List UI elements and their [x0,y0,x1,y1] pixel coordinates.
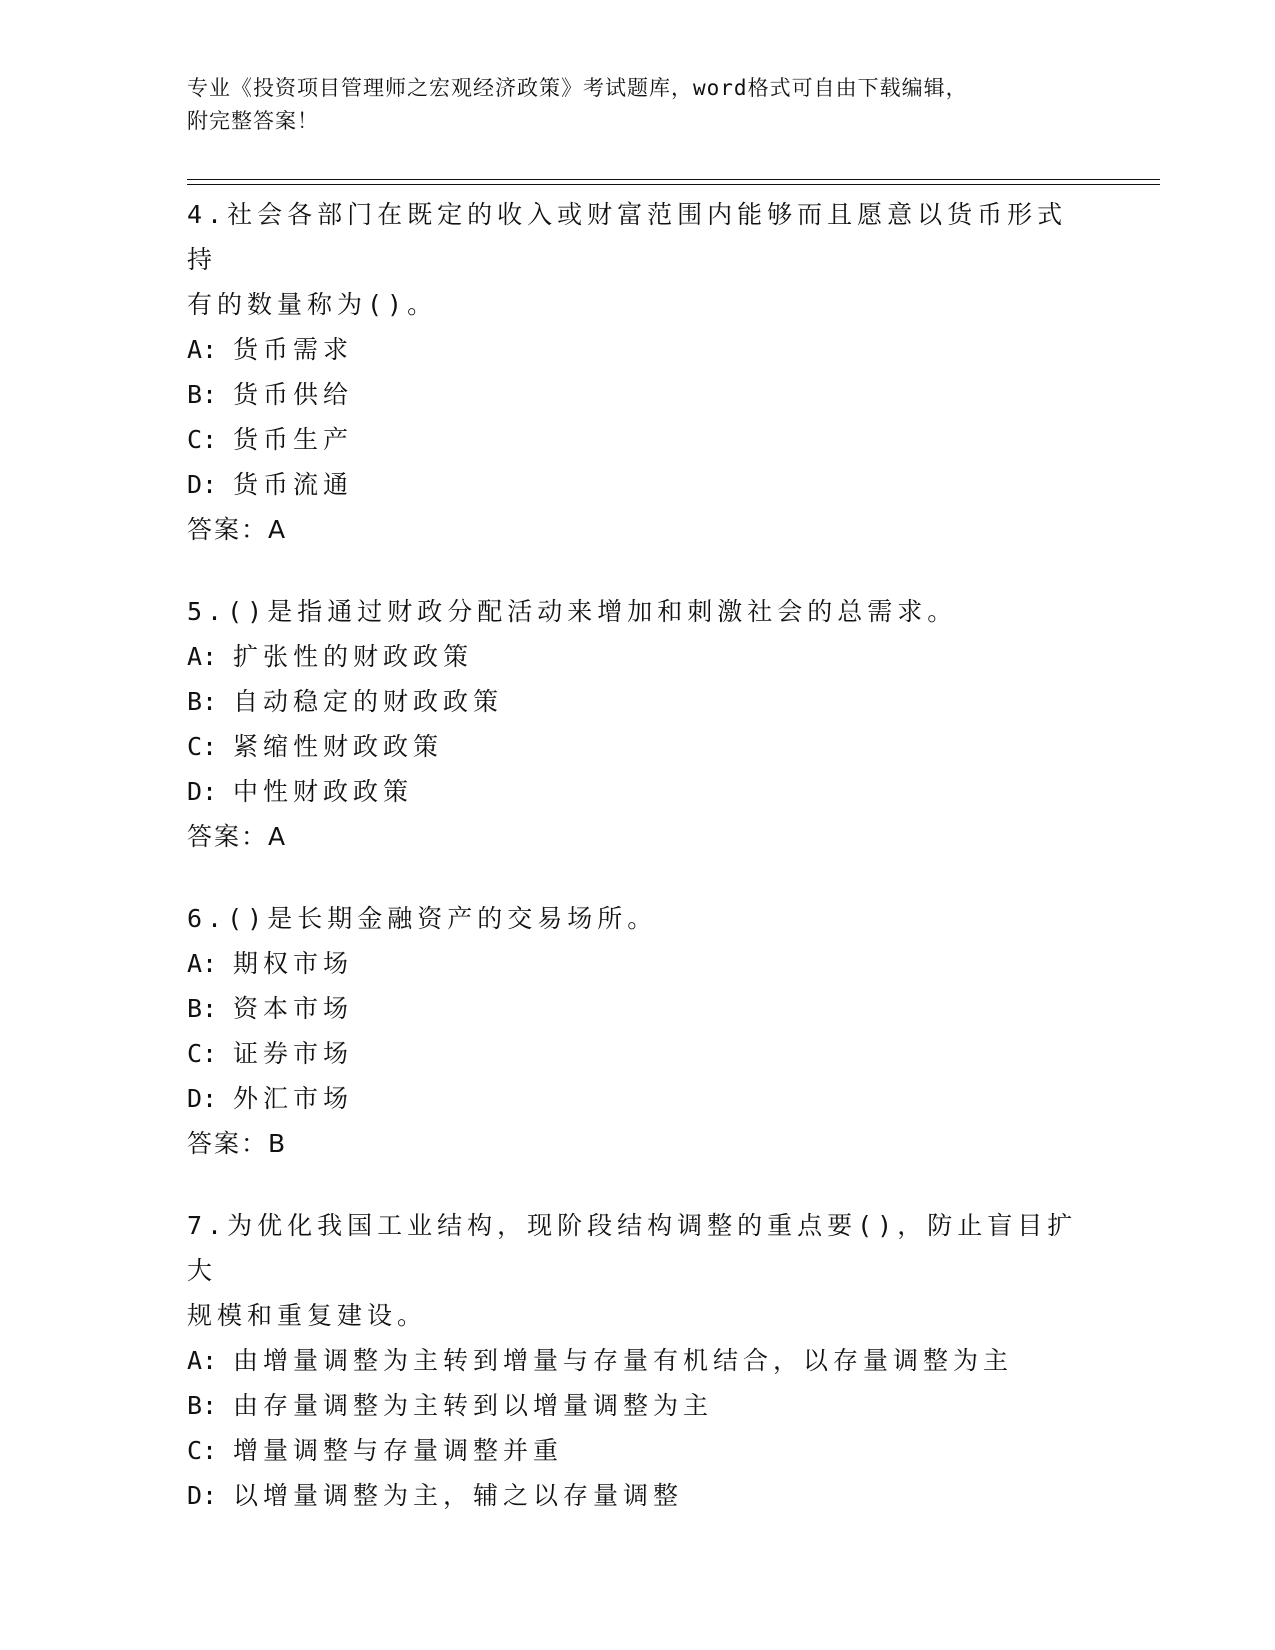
option-text: 资本市场 [233,994,354,1023]
option-a [187,327,1087,372]
option-b [187,986,1087,1031]
option-b [187,372,1087,417]
option-text: 货币需求 [233,335,354,364]
option-text: 紧缩性财政政策 [233,732,444,761]
option-text: 货币供给 [233,380,354,409]
option-letter: D: [187,777,218,806]
answer-line: 答案：A [187,515,288,544]
option-letter: A: [187,1346,218,1375]
header-line-1: 专业《投资项目管理师之宏观经济政策》考试题库，word格式可自由下载编辑， [187,76,968,100]
header-line-2: 附完整答案！ [187,109,319,133]
question-list [187,192,1087,1554]
option-letter: B: [187,1391,218,1420]
option-letter: A: [187,949,218,978]
option-text: 自动稳定的财政政策 [233,687,504,716]
answer-line: 答案：B [187,1129,288,1158]
option-c [187,1031,1087,1076]
question-text [187,192,1087,327]
option-letter: C: [187,1436,218,1465]
option-letter: D: [187,470,218,499]
question-7 [187,1203,1087,1518]
option-c [187,1428,1087,1473]
question-text-line: 规模和重复建设。 [187,1301,428,1330]
document-header [187,72,1087,138]
option-d [187,462,1087,507]
header-divider-bottom [187,184,1160,185]
option-letter: B: [187,687,218,716]
option-text: 中性财政政策 [233,777,414,806]
option-d [187,769,1087,814]
question-text-line: 6.()是长期金融资产的交易场所。 [187,904,658,933]
option-c [187,724,1087,769]
question-text-line: 5.()是指通过财政分配活动来增加和刺激社会的总需求。 [187,597,958,626]
question-4 [187,192,1087,553]
option-letter: B: [187,380,218,409]
option-text: 以增量调整为主，辅之以存量调整 [233,1481,684,1510]
question-text-line: 4.社会各部门在既定的收入或财富范围内能够而且愿意以货币形式持 [187,200,1068,274]
option-text: 货币生产 [233,425,354,454]
option-letter: D: [187,1084,218,1113]
option-letter: C: [187,425,218,454]
question-text-line: 有的数量称为()。 [187,290,438,319]
option-b [187,1383,1087,1428]
option-letter: A: [187,335,218,364]
option-a [187,634,1087,679]
option-letter: D: [187,1481,218,1510]
option-text: 证券市场 [233,1039,354,1068]
option-d [187,1076,1087,1121]
option-c [187,417,1087,462]
option-text: 外汇市场 [233,1084,354,1113]
option-text: 扩张性的财政政策 [233,642,474,671]
question-text-line: 7.为优化我国工业结构，现阶段结构调整的重点要()，防止盲目扩大 [187,1211,1078,1285]
option-text: 由增量调整为主转到增量与存量有机结合，以存量调整为主 [233,1346,1014,1375]
question-text [187,896,1087,941]
option-text: 由存量调整为主转到以增量调整为主 [233,1391,714,1420]
option-b [187,679,1087,724]
option-letter: C: [187,1039,218,1068]
option-d [187,1473,1087,1518]
option-text: 期权市场 [233,949,354,978]
header-divider-top [187,179,1160,180]
option-letter: C: [187,732,218,761]
option-text: 货币流通 [233,470,354,499]
option-letter: B: [187,994,218,1023]
question-text [187,589,1087,634]
option-text: 增量调整与存量调整并重 [233,1436,564,1465]
option-a [187,1338,1087,1383]
question-5 [187,589,1087,860]
question-text [187,1203,1087,1338]
option-a [187,941,1087,986]
answer-line: 答案：A [187,822,288,851]
question-6 [187,896,1087,1167]
option-letter: A: [187,642,218,671]
